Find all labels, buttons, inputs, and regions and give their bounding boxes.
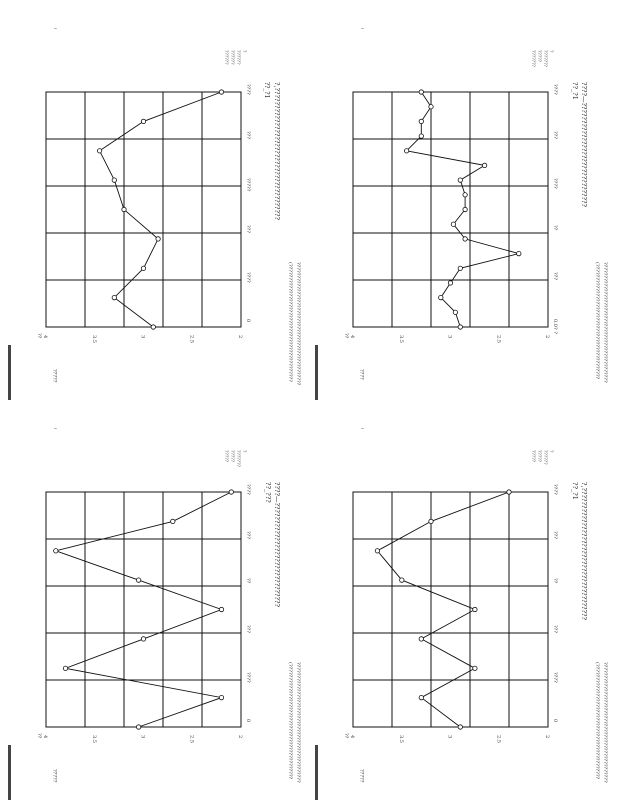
data-point [429, 105, 433, 109]
category-tick-label: ???? [552, 672, 558, 683]
data-point [219, 695, 223, 699]
page-edge-mark [315, 345, 318, 400]
axis-caption: ????? [358, 769, 365, 783]
chart-title-line: ?,?????????????????????????????????????? [580, 482, 588, 620]
chart-subtitle: ??_?1 [263, 82, 270, 99]
data-point [141, 119, 145, 123]
category-tick-label: ??? [552, 625, 558, 634]
legend-entry: ????? [223, 450, 228, 463]
legend-entry: ?????? [542, 450, 547, 465]
legend-entry: ????? [536, 450, 541, 463]
data-point [439, 295, 443, 299]
category-tick-label: ??? [245, 225, 251, 234]
chart-title-line: ??_??? [264, 482, 272, 503]
data-point [219, 90, 223, 94]
data-point [375, 549, 379, 553]
data-point [136, 578, 140, 582]
category-tick-label: ???? [552, 84, 558, 95]
legend-entry: ? [548, 50, 553, 53]
category-tick-label: ???? [552, 484, 558, 495]
category-tick-label: 0.0? ? [552, 319, 558, 334]
legend-entry: ????? [530, 450, 535, 463]
data-point [171, 519, 175, 523]
category-tick-label: ??? [552, 272, 558, 281]
data-point [451, 222, 455, 226]
axis-caption: ????? [51, 769, 58, 783]
page-edge-mark [8, 745, 11, 800]
chart-title-line: ????—?????????????????????????????? [580, 82, 588, 207]
corner-mark: – [361, 425, 364, 432]
value-tick-label: 3 [139, 335, 146, 339]
data-point [463, 207, 467, 211]
legend-entry: ?????? [223, 50, 228, 65]
data-point [482, 163, 486, 167]
footnote-line: (??????????????????????????????????????????? [594, 662, 600, 780]
value-tick-label: 3.5 [90, 335, 97, 343]
value-tick-label: 2.5 [495, 735, 502, 743]
category-tick-label: ???? [245, 672, 251, 683]
legend-entry: ?????? [229, 50, 234, 65]
chart-title-line: ????—?????????????????????????????? [273, 482, 281, 607]
corner-mark: – [54, 25, 57, 32]
data-point [219, 607, 223, 611]
value-tick-label: 2.5 [495, 335, 502, 343]
legend-entry: ?????? [235, 50, 240, 65]
footnote-line: (???????????????????????????????????????????? [287, 262, 293, 382]
legend-entry: ? [548, 450, 553, 453]
data-point [141, 637, 145, 641]
category-tick-label: ???? [245, 484, 251, 495]
legend-entry: ? [241, 450, 246, 453]
value-tick-label: 2 [544, 335, 550, 339]
data-point [453, 310, 457, 314]
chart-title-line: ??_?1 [571, 82, 579, 100]
data-point [458, 725, 462, 729]
data-point [517, 251, 521, 255]
value-tick-label: 4 [42, 735, 48, 739]
data-point [463, 237, 467, 241]
corner-mark: – [361, 25, 364, 32]
category-tick-label: ??? [245, 531, 251, 540]
category-tick-label: ?? [245, 578, 251, 584]
data-point [473, 666, 477, 670]
axis-label: ?? [343, 733, 349, 739]
category-tick-label: ???? [552, 178, 558, 189]
category-tick-label: ??? [245, 625, 251, 634]
axis-label: ?? [343, 333, 349, 339]
data-point [136, 725, 140, 729]
data-point [458, 325, 462, 329]
data-point [112, 295, 116, 299]
data-point [156, 237, 160, 241]
footnote-line: ????????????????????????????????????????????? [295, 662, 301, 783]
category-tick-label: ???? [245, 84, 251, 95]
category-tick-label: ??? [552, 131, 558, 140]
category-tick-label: ??? [552, 531, 558, 540]
axis-caption: ????? [51, 369, 58, 383]
data-point [419, 134, 423, 138]
axis-label: ?? [36, 333, 42, 339]
legend-entry: ????? [229, 450, 234, 463]
category-tick-label: ???? [245, 272, 251, 283]
legend-entry: ? [241, 50, 246, 53]
data-point [429, 519, 433, 523]
data-point [419, 90, 423, 94]
footnote-line: (??????????????????????????????????????????? [594, 262, 600, 380]
legend-entry: ????? [536, 50, 541, 63]
category-tick-label: 0 [552, 719, 558, 723]
category-tick-label: 0 [245, 719, 251, 723]
data-point [122, 207, 126, 211]
value-tick-label: 3.5 [397, 335, 404, 343]
data-point [54, 549, 58, 553]
data-point [404, 149, 408, 153]
category-tick-label: ?? [552, 225, 558, 231]
data-point [229, 490, 233, 494]
value-tick-label: 4 [349, 735, 355, 739]
value-tick-label: 2.5 [188, 735, 195, 743]
legend-entry: ??????? [235, 450, 240, 467]
value-tick-label: 3 [446, 735, 453, 739]
chart-title-line: ?,?????????????????????????????????????? [273, 82, 281, 220]
value-tick-label: 3.5 [90, 735, 97, 743]
data-point [448, 281, 452, 285]
value-tick-label: 4 [349, 335, 355, 339]
category-tick-label: 0 [245, 319, 251, 323]
page-edge-mark [8, 345, 11, 400]
value-tick-label: 3 [446, 335, 453, 339]
data-point [507, 490, 511, 494]
footnote-line: ?????????????????????????????????????????????? [295, 262, 301, 386]
axis-label: ?? [36, 733, 42, 739]
value-tick-label: 2.5 [188, 335, 195, 343]
chart-title-line: ??_?1 [571, 482, 579, 500]
data-point [458, 266, 462, 270]
footnote-line: ????????????????????????????????????????????? [602, 262, 608, 383]
data-point [463, 193, 467, 197]
value-tick-label: 3.5 [397, 735, 404, 743]
legend-entry: ??????? [542, 50, 547, 67]
value-tick-label: 2 [544, 735, 550, 739]
value-tick-label: 3 [139, 735, 146, 739]
category-tick-label: ??? [245, 131, 251, 140]
data-point [151, 325, 155, 329]
value-tick-label: 2 [237, 335, 243, 339]
data-point [63, 666, 67, 670]
page-edge-mark [315, 745, 318, 800]
legend-entry: ??????? [530, 50, 535, 67]
corner-mark: – [54, 425, 57, 432]
data-point [419, 637, 423, 641]
value-tick-label: 2 [237, 735, 243, 739]
data-point [419, 119, 423, 123]
data-point [400, 578, 404, 582]
footnote-line: ????????????????????????????????????????????? [602, 662, 608, 783]
data-point [473, 607, 477, 611]
data-point [97, 149, 101, 153]
category-tick-label: ?? [552, 578, 558, 584]
category-tick-label: ????? [245, 178, 251, 192]
data-point [112, 178, 116, 182]
value-tick-label: 4 [42, 335, 48, 339]
axis-caption: ???? [358, 369, 365, 380]
footnote-line: (??????????????????????????????????????????? [287, 662, 293, 780]
data-point [458, 178, 462, 182]
data-point [419, 695, 423, 699]
data-point [141, 266, 145, 270]
